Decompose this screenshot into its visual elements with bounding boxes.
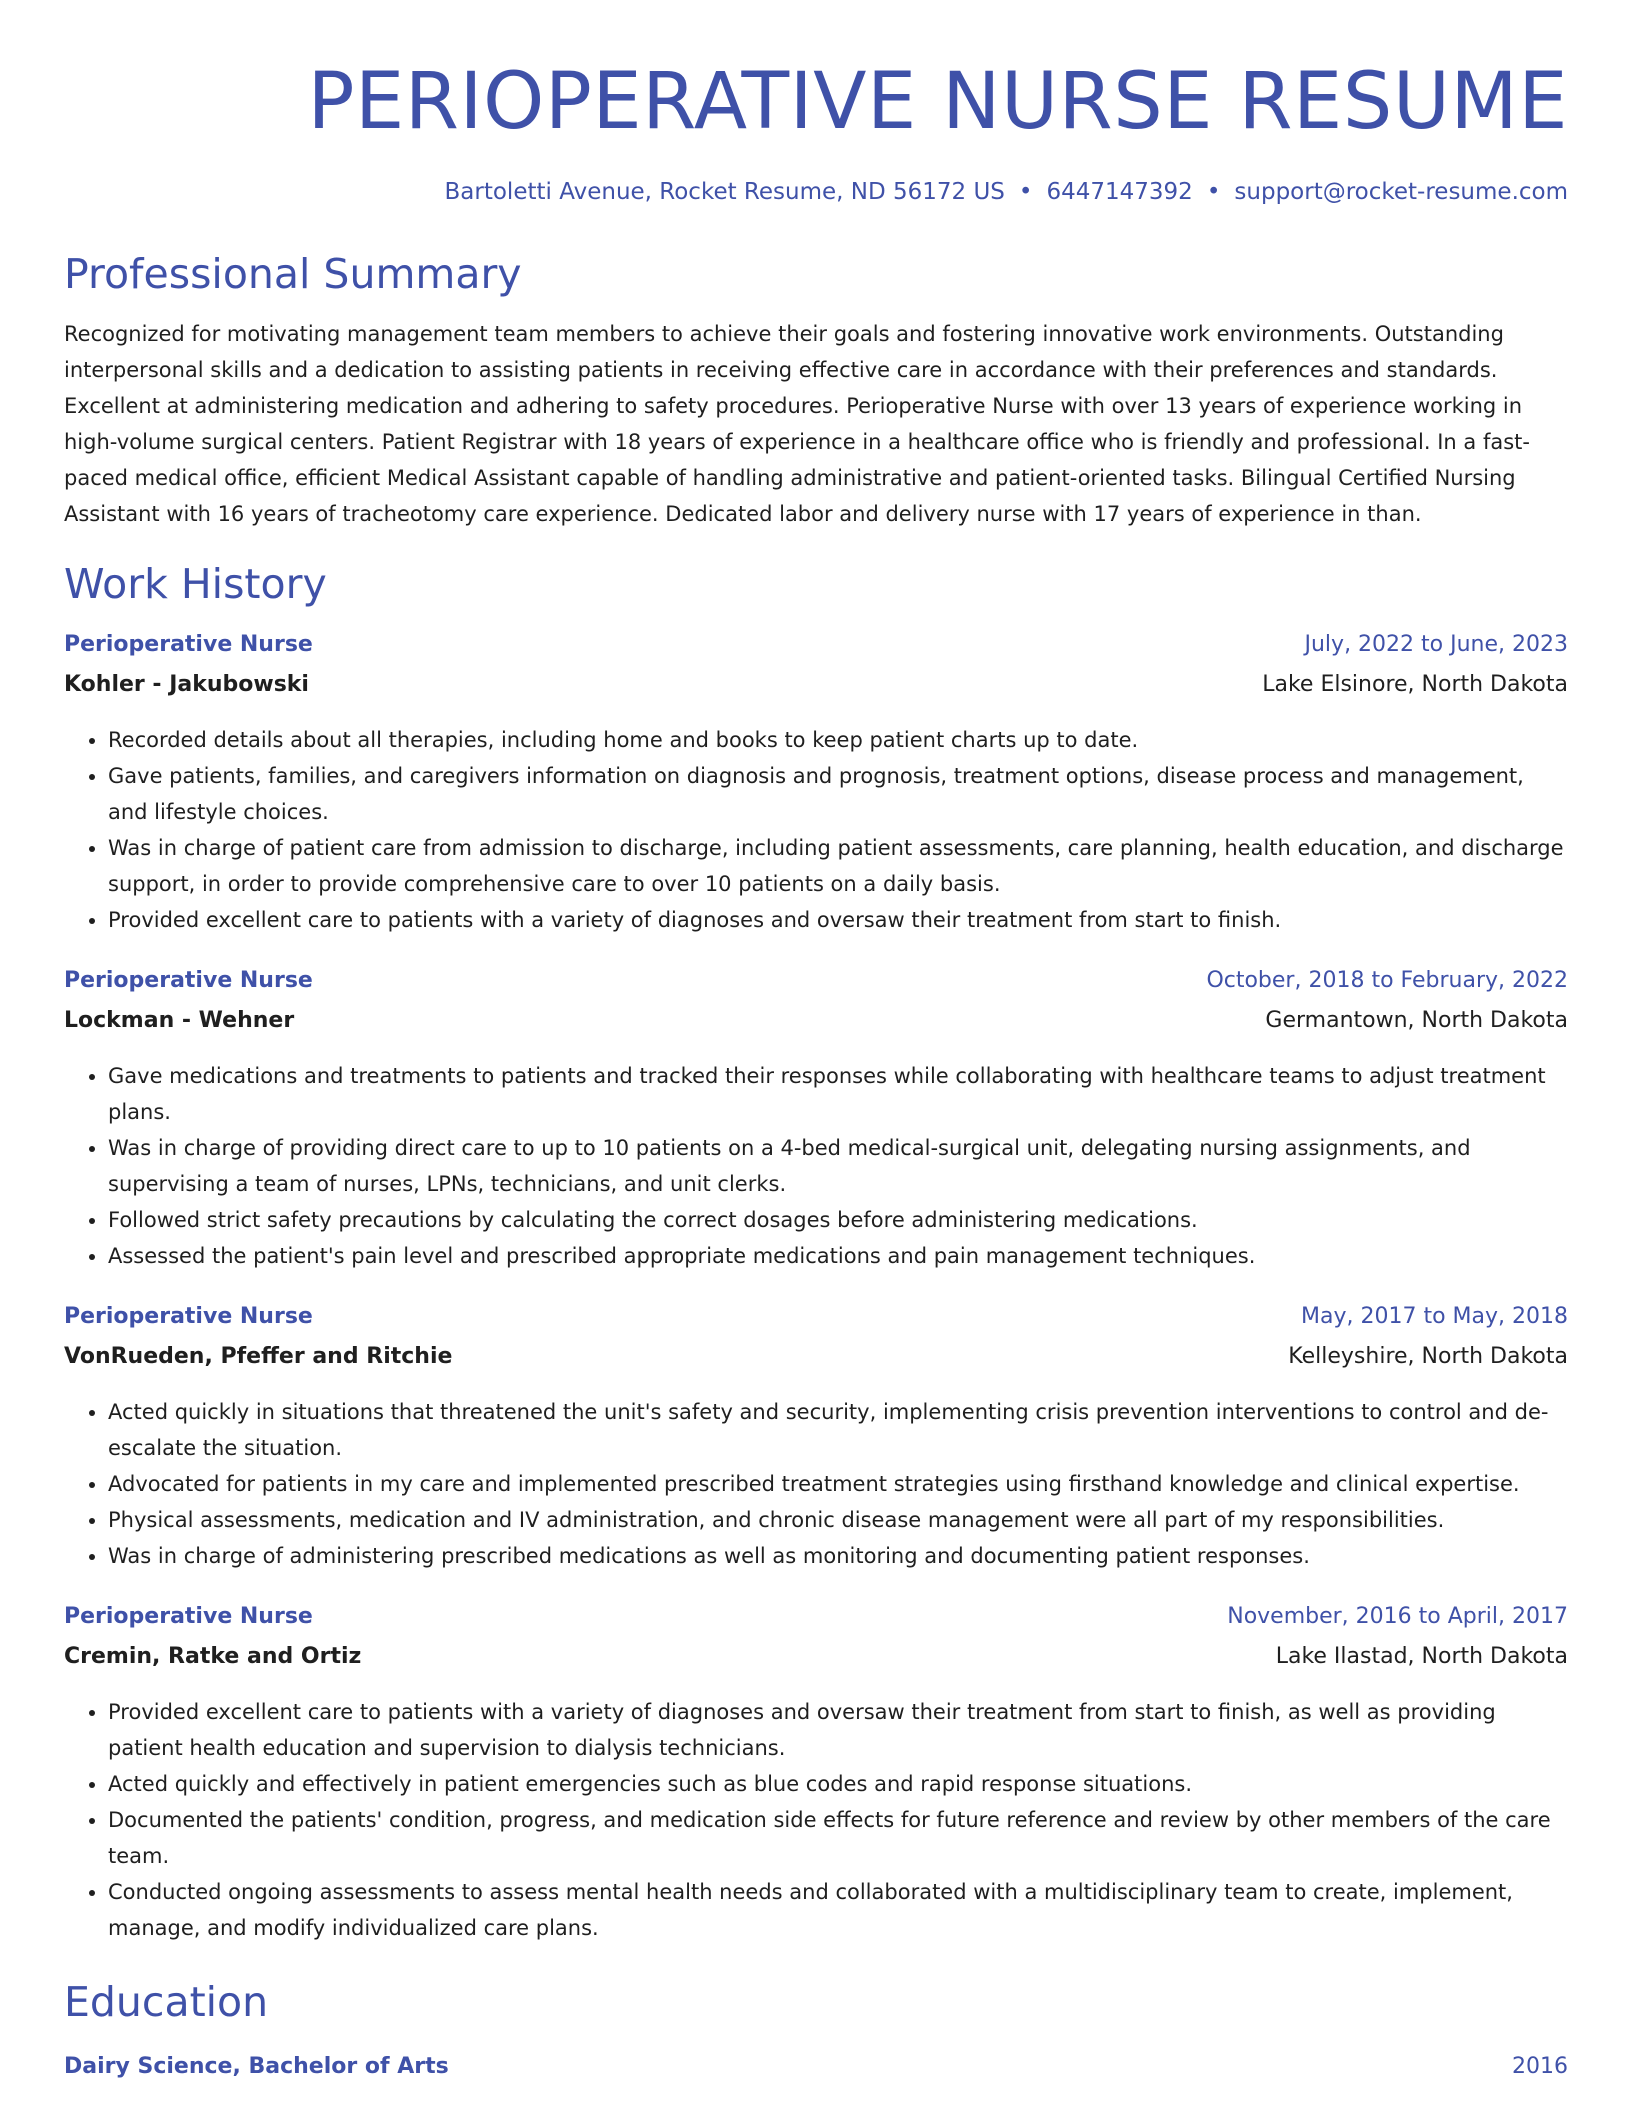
job-entry — [64, 1304, 1568, 1574]
job-bullet: • Was in charge of administering prescribed medications as well as monitoring and documenting patient responses. — [108, 1538, 1568, 1574]
job-bullet: • Acted quickly and effectively in patient emergencies such as blue codes and rapid response situations. — [108, 1766, 1568, 1802]
resume-page — [64, 0, 1568, 2079]
job-bullet: • Assessed the patient's pain level and prescribed appropriate medications and pain management techniques. — [108, 1238, 1568, 1274]
job-company: VonRueden, Pfeffer and Ritchie — [64, 1344, 453, 1369]
education-heading: Education — [64, 1978, 269, 2026]
job-bullet: • Conducted ongoing assessments to assess mental health needs and collaborated with a multidisciplinary team to create, implement, manage, and modify individualized care plans. — [108, 1874, 1568, 1946]
job-bullet: • Gave medications and treatments to patients and tracked their responses while collaborating with healthcare teams to adjust treatment plans. — [108, 1058, 1568, 1130]
contact-phone: 6447147392 — [1046, 179, 1193, 205]
job-bullet: • Gave patients, families, and caregivers information on diagnosis and prognosis, treatment options, disease process and management, and lifestyle choices. — [108, 758, 1568, 830]
contact-email: support@rocket-resume.com — [1234, 179, 1568, 205]
contact-separator: • — [1206, 179, 1221, 205]
job-title: Perioperative Nurse — [64, 632, 313, 657]
job-company: Lockman - Wehner — [64, 1008, 295, 1033]
job-bullets — [64, 1694, 1568, 1946]
job-dates: November, 2016 to April, 2017 — [1227, 1604, 1568, 1629]
job-header-row — [64, 1604, 1568, 1644]
job-company: Kohler - Jakubowski — [64, 672, 309, 697]
job-entry — [64, 632, 1568, 938]
work-history-heading: Work History — [64, 560, 327, 608]
job-dates: October, 2018 to February, 2022 — [1206, 968, 1568, 993]
job-entry — [64, 1604, 1568, 1946]
contact-address: Bartoletti Avenue, Rocket Resume, ND 56172 US — [444, 179, 1005, 205]
resume-title: PERIOPERATIVE NURSE RESUME — [307, 57, 1568, 147]
job-bullets — [64, 722, 1568, 938]
education-year: 2016 — [1512, 2054, 1568, 2079]
job-location: Lake Elsinore, North Dakota — [1262, 672, 1568, 697]
job-bullet: • Recorded details about all therapies, including home and books to keep patient charts up to date. — [108, 722, 1568, 758]
job-dates: May, 2017 to May, 2018 — [1301, 1304, 1568, 1329]
contact-separator: • — [1018, 179, 1033, 205]
job-bullet: • Acted quickly in situations that threatened the unit's safety and security, implementing crisis prevention interventions to control and de-escalate the situation. — [108, 1394, 1568, 1466]
job-bullet: • Was in charge of patient care from admission to discharge, including patient assessments, care planning, health education, and discharge support, in order to provide comprehensive care to over 10 patients on a daily basis. — [108, 830, 1568, 902]
job-company-row — [64, 1008, 1568, 1048]
job-bullet: • Advocated for patients in my care and implemented prescribed treatment strategies using firsthand knowledge and clinical expertise. — [108, 1466, 1568, 1502]
job-bullet: • Documented the patients' condition, progress, and medication side effects for future reference and review by other members of the care team. — [108, 1802, 1568, 1874]
job-company: Cremin, Ratke and Ortiz — [64, 1644, 362, 1669]
job-header-row — [64, 1304, 1568, 1344]
contact-line — [64, 176, 1568, 208]
summary-heading: Professional Summary — [64, 250, 522, 298]
job-bullet: • Followed strict safety precautions by calculating the correct dosages before administering medications. — [108, 1202, 1568, 1238]
job-company-row — [64, 672, 1568, 712]
job-location: Kelleyshire, North Dakota — [1288, 1344, 1568, 1369]
job-title: Perioperative Nurse — [64, 1304, 313, 1329]
job-company-row — [64, 1344, 1568, 1384]
job-bullet: • Provided excellent care to patients with a variety of diagnoses and oversaw their treatment from start to finish, as well as providing patient health education and supervision to dialysis technicians. — [108, 1694, 1568, 1766]
job-bullets — [64, 1394, 1568, 1574]
job-bullet: • Provided excellent care to patients with a variety of diagnoses and oversaw their treatment from start to finish. — [108, 902, 1568, 938]
job-bullet: • Was in charge of providing direct care to up to 10 patients on a 4-bed medical-surgical unit, delegating nursing assignments, and supervising a team of nurses, LPNs, technicians, and unit clerks. — [108, 1130, 1568, 1202]
job-location: Germantown, North Dakota — [1265, 1008, 1568, 1033]
job-title: Perioperative Nurse — [64, 1604, 313, 1629]
job-location: Lake Ilastad, North Dakota — [1275, 1644, 1568, 1669]
job-dates: July, 2022 to June, 2023 — [1304, 632, 1568, 657]
job-header-row — [64, 632, 1568, 672]
summary-text: Recognized for motivating management team members to achieve their goals and fostering innovative work environments. Outstanding interpersonal skills and a dedication to assisting patients in receiving effective care in accordance with their preferences and standards. Excellent at administering medication and adhering to safety procedures. Perioperative Nurse with over 13 years of experience working in high-volume surgical centers. Patient Registrar with 18 years of experience in a healthcare office who is friendly and professional. In a fast-paced medical office, efficient Medical Assistant capable of handling administrative and patient-oriented tasks. Bilingual Certified Nursing Assistant with 16 years of tracheotomy care experience. Dedicated labor and delivery nurse with 17 years of experience in than. — [64, 322, 1530, 526]
job-bullet: • Physical assessments, medication and IV administration, and chronic disease management were all part of my responsibilities. — [108, 1502, 1568, 1538]
job-header-row — [64, 968, 1568, 1008]
education-degree: Dairy Science, Bachelor of Arts — [64, 2054, 449, 2079]
job-company-row — [64, 1644, 1568, 1684]
job-title: Perioperative Nurse — [64, 968, 313, 993]
job-bullets — [64, 1058, 1568, 1274]
job-entry — [64, 968, 1568, 1274]
education-row — [64, 2054, 1568, 2079]
